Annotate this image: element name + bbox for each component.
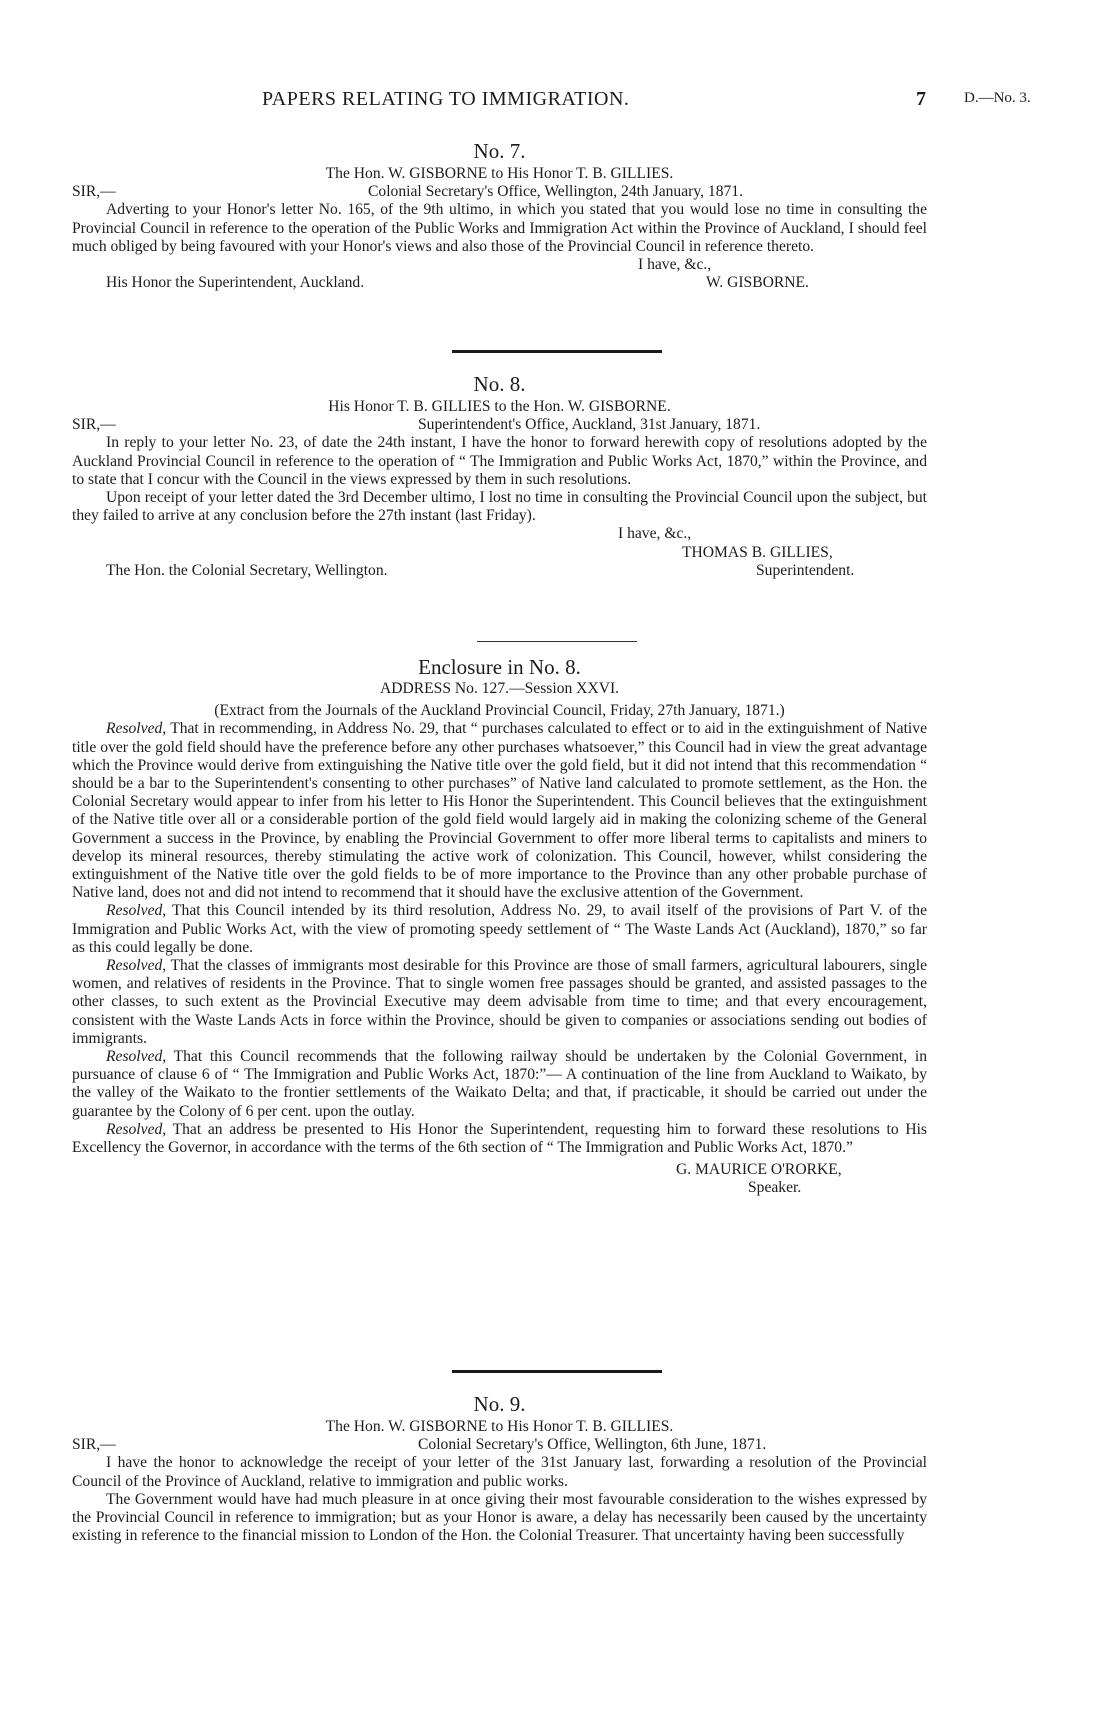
resolved-label: Resolved, xyxy=(106,1048,167,1066)
resolution-2 xyxy=(72,902,927,957)
dateline: Superintendent's Office, Auckland, 31st January, 1871. xyxy=(418,416,761,434)
signature: G. MAURICE O'RORKE, xyxy=(676,1161,842,1179)
letter-paragraph: The Government would have had much pleasure in at once giving their most favourable consideration to the wishes expressed by the Provincial Council in reference to immigration; but as your Honor is aware, a delay has necessarily been caused by the uncertainty existing in reference to the financial mission to London of the Hon. the Colonial Treasurer. That uncertainty having been successfully xyxy=(72,1490,927,1545)
letter-paragraph: I have the honor to acknowledge the receipt of your letter of the 31st January last, forwarding a resolution of the Provincial Council of the Province of Auckland, relative to immigration and public works. xyxy=(72,1454,927,1490)
resolution-text: That this Council intended by its third resolution, Address No. 29, to avail itself of the provisions of Part V. of the Immigration and Public Works Act, with the view of promoting speedy settlement of “ The Waste Lands Act (Auckland), 1870,” so far as this could legally be done. xyxy=(72,902,927,956)
running-header xyxy=(0,88,1114,112)
resolution-3 xyxy=(72,957,927,1048)
section-divider xyxy=(0,350,1114,353)
salutation-row xyxy=(72,1436,927,1454)
closing: I have, &c., xyxy=(618,525,692,543)
resolution-4 xyxy=(72,1048,927,1121)
enclosure-in-no-8 xyxy=(72,654,927,1198)
addressee-row xyxy=(72,562,927,580)
addressee-row xyxy=(72,274,927,292)
resolution-text: That an address be presented to His Honor the Superintendent, requesting him to forward these resolutions to His Excellency the Governor, in accordance with the terms of the 6th section of “ The Immigration and Public Works Act, 1870.” xyxy=(72,1120,927,1157)
resolution-text: That in recommending, in Address No. 29, that “ purchases calculated to effect or to aid in the extinguishment of Native title over the gold field should have the preference before any other purchases whatsoever,” this Council had in view the great advantage which the Province would derive from extinguishing the Native title over the gold field, but it did not intend that this recommendation “ should be a bar to the Superintendent's consenting to other purchases” of Native land calculated to promote settlement, as the Hon. the Colonial Secretary would appear to infer from his letter to His Honor the Superintendent. This Council believes that the extinguishment of the Native title over all or a considerable portion of the gold field would largely aid in making the colonizing scheme of the General Government a success in the Province, by enabling the Provincial Government to offer more liberal terms to capitalists and miners to develop its mineral resources, thereby stimulating the active work of colonization. This Council, however, whilst considering the extinguishment of the Native title over the gold fields to be of more importance to the Province than any other probable purchase of Native land, does not and did not intend to recommend that it should have the exclusive attention of the Government. xyxy=(72,720,927,902)
extract-line: (Extract from the Journals of the Auckland Provincial Council, Friday, 27th January, 1871.) xyxy=(214,702,785,720)
salutation: SIR,— xyxy=(72,183,116,201)
letter-paragraph: Upon receipt of your letter dated the 3rd December ultimo, I lost no time in consulting the Provincial Council upon the subject, but they failed to arrive at any conclusion before the 27th instant (last Friday). xyxy=(72,489,927,525)
dateline: Colonial Secretary's Office, Wellington, 24th January, 1871. xyxy=(368,183,744,201)
signature-title: Superintendent. xyxy=(756,561,855,579)
salutation: SIR,— xyxy=(72,416,116,434)
section-divider xyxy=(0,1370,1114,1373)
running-title: PAPERS RELATING TO IMMIGRATION. xyxy=(262,88,630,110)
addressee: The Hon. the Colonial Secretary, Wellington. xyxy=(106,561,388,579)
letter-number: No. 7. xyxy=(473,139,526,163)
resolution-1 xyxy=(72,720,927,902)
salutation-row xyxy=(72,416,927,434)
page-number: 7 xyxy=(916,88,926,110)
address-line: ADDRESS No. 127.—Session XXVI. xyxy=(379,680,620,697)
signature-title: Speaker. xyxy=(748,1179,802,1197)
letter-no-9 xyxy=(72,1392,927,1545)
letter-body: Adverting to your Honor's letter No. 165, of the 9th ultimo, in which you stated that you would lose no time in consulting the Provincial Council in reference to the operation of the Public Works and Immigration Act within the Province of Auckland, I should feel much obliged by being favoured with your Honor's views and also those of the Provincial Council in reference thereto. xyxy=(72,201,927,255)
resolution-5 xyxy=(72,1121,927,1157)
letter-from-to: His Honor T. B. GILLIES to the Hon. W. GISBORNE. xyxy=(328,398,671,415)
letter-from-to: The Hon. W. GISBORNE to His Honor T. B. GILLIES. xyxy=(325,165,674,182)
enclosure-title: Enclosure in No. 8. xyxy=(418,655,581,679)
closing: I have, &c., xyxy=(638,256,712,273)
letter-no-7 xyxy=(72,139,927,292)
letter-no-8 xyxy=(72,372,927,580)
addressee: His Honor the Superintendent, Auckland. xyxy=(106,274,365,292)
dateline: Colonial Secretary's Office, Wellington, 6th June, 1871. xyxy=(418,1436,767,1454)
resolution-text: That this Council recommends that the following railway should be undertaken by the Colonial Government, in pursuance of clause 6 of “ The Immigration and Public Works Act, 1870:”— A continuation of the line from Auckland to Waikato, by the valley of the Waikato to the frontier settlements of the Waikato Delta; and that, if practicable, it should be carried out under the guarantee by the Colony of 6 per cent. upon the outlay. xyxy=(72,1048,927,1120)
letter-paragraph: In reply to your letter No. 23, of date the 24th instant, I have the honor to forward herewith copy of resolutions adopted by the Auckland Provincial Council in reference to the operation of “ The Immigration and Public Works Act, 1870,” within the Province, and to state that I concur with the Council in the views expressed by them in such resolutions. xyxy=(72,434,927,488)
signature: W. GISBORNE. xyxy=(706,274,809,292)
salutation: SIR,— xyxy=(72,1436,116,1454)
letter-number: No. 9. xyxy=(473,1392,526,1416)
resolved-label: Resolved, xyxy=(106,1120,167,1138)
letter-number: No. 8. xyxy=(473,372,526,396)
signature: THOMAS B. GILLIES, xyxy=(682,543,833,561)
section-divider xyxy=(0,641,1114,642)
resolved-label: Resolved, xyxy=(106,902,167,920)
document-code: D.—No. 3. xyxy=(964,90,1031,106)
letter-from-to: The Hon. W. GISBORNE to His Honor T. B. GILLIES. xyxy=(325,1418,674,1435)
resolved-label: Resolved, xyxy=(106,957,167,975)
resolution-text: That the classes of immigrants most desirable for this Province are those of small farmers, agricultural labourers, single women, and relatives of residents in the Province. That to single women free passages should be granted, and assisted passages to the other classes, to such extent as the Provincial Executive may deem advisable from time to time; and that every encouragement, consistent with the Waste Lands Acts in force within the Province, should be given to companies or associations sending out bodies of immigrants. xyxy=(72,957,927,1047)
salutation-row xyxy=(72,183,927,201)
resolved-label: Resolved, xyxy=(106,720,167,738)
